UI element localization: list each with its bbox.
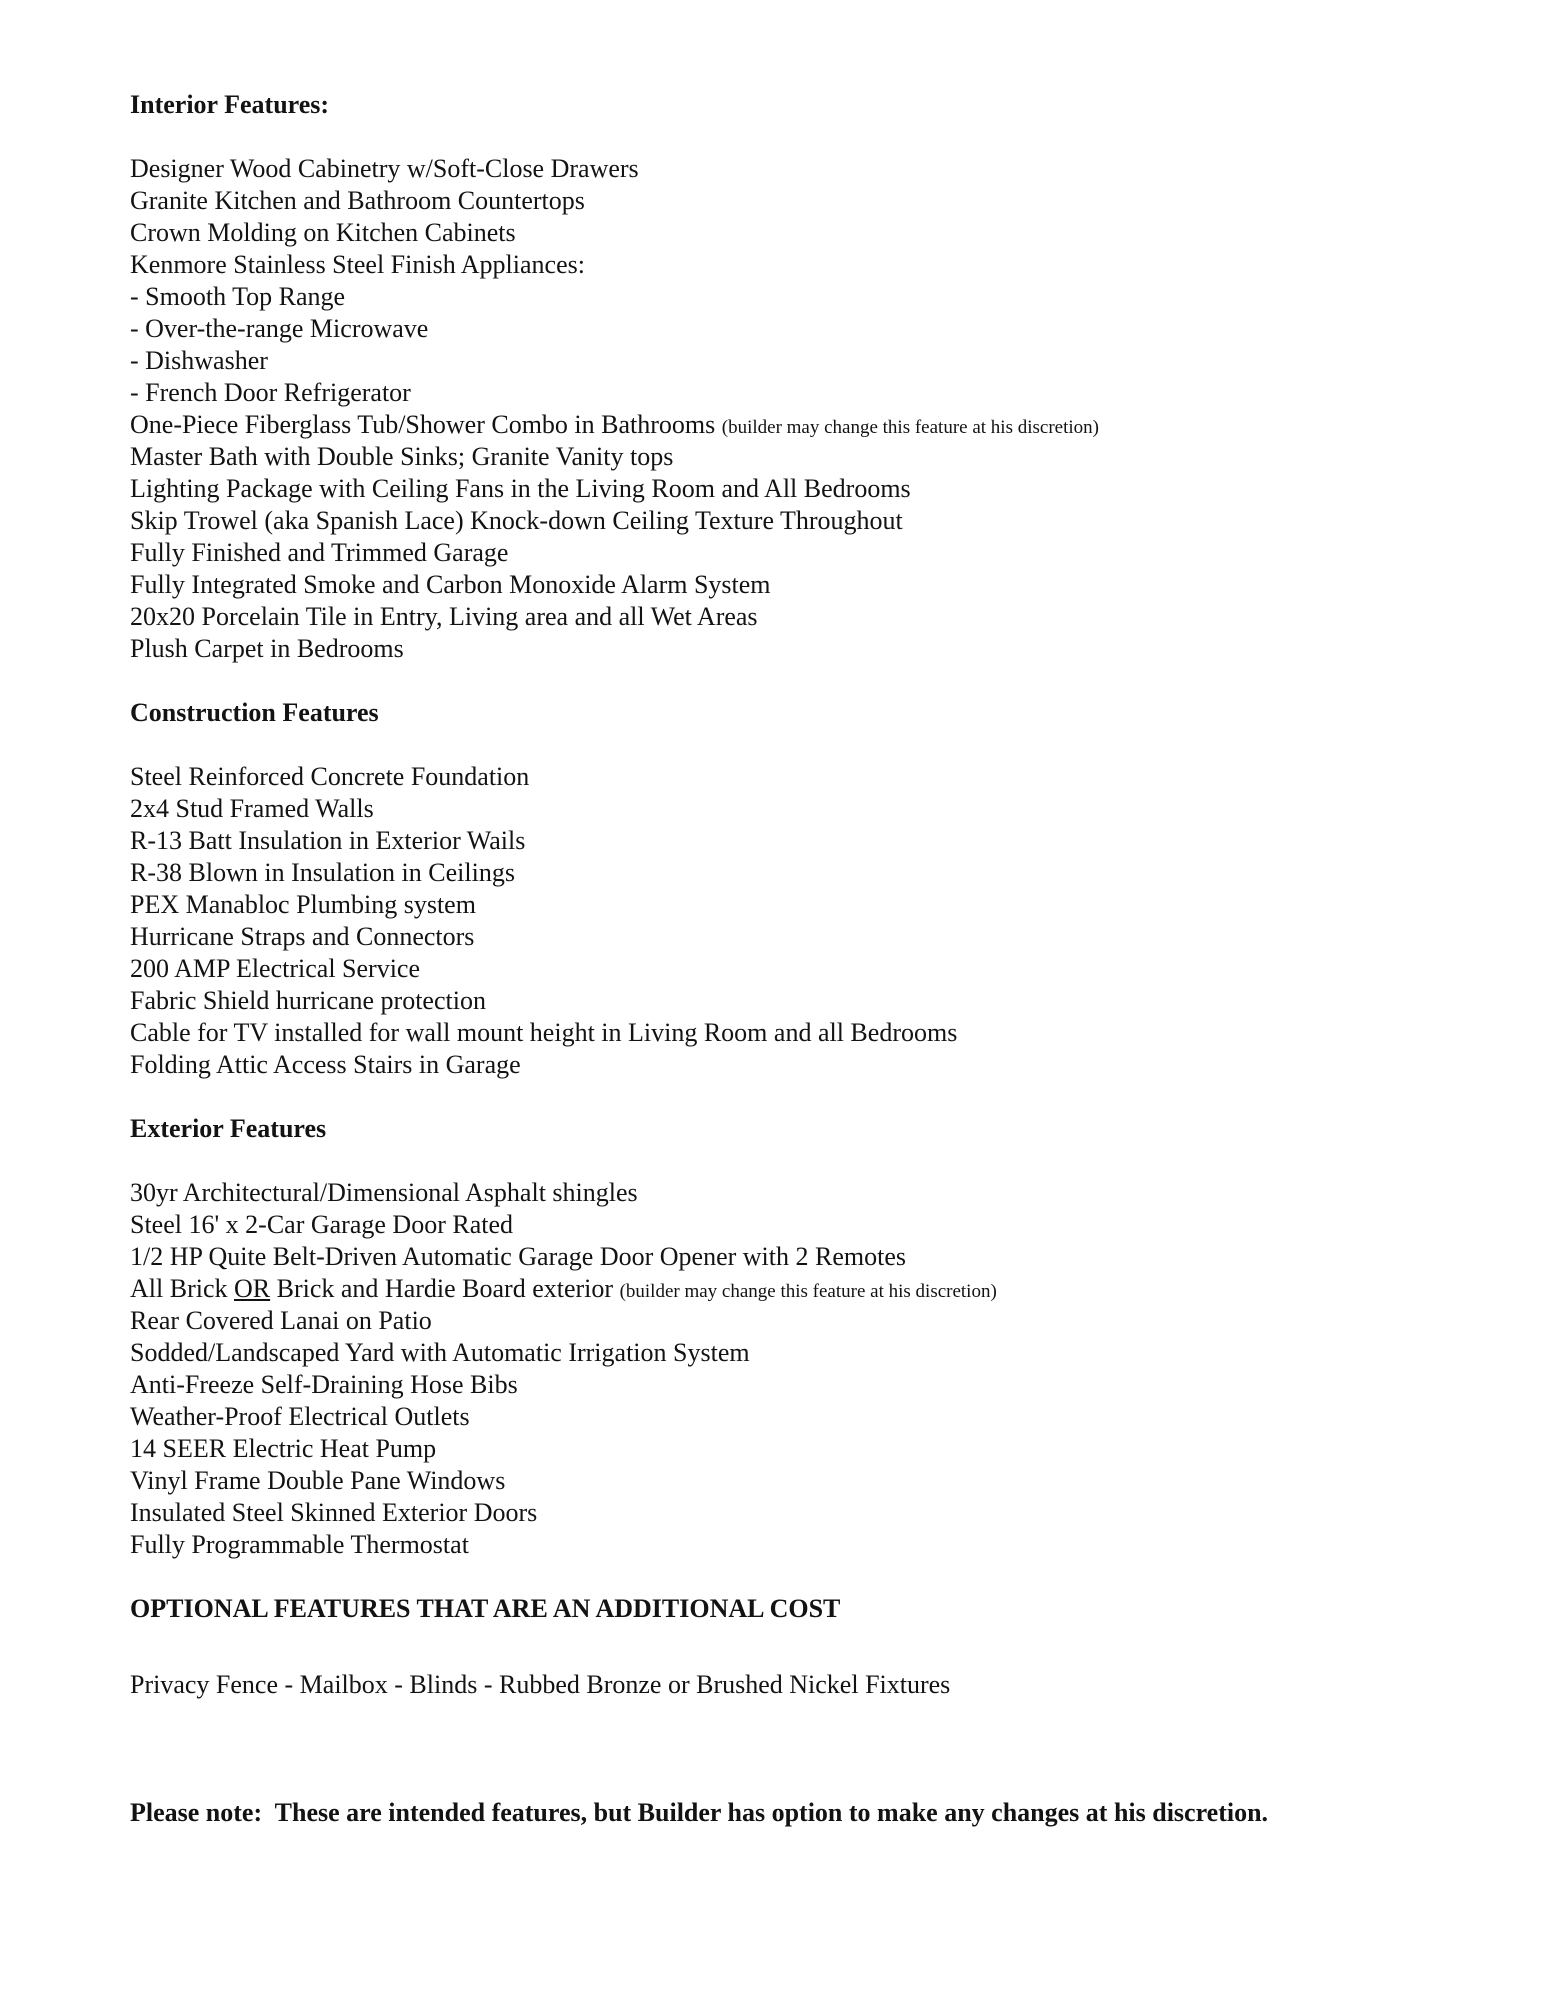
section-heading: Construction Features bbox=[130, 698, 379, 727]
feature-line bbox=[130, 1337, 1475, 1369]
builder-discretion-note: (builder may change this feature at his discretion) bbox=[619, 1281, 997, 1302]
feature-line bbox=[130, 761, 1475, 793]
feature-text: Weather-Proof Electrical Outlets bbox=[130, 1402, 470, 1431]
feature-line bbox=[130, 1177, 1475, 1209]
feature-line bbox=[130, 1369, 1475, 1401]
feature-line bbox=[130, 601, 1475, 633]
feature-line bbox=[130, 281, 1475, 313]
feature-text: Brick and Hardie Board exterior bbox=[270, 1274, 620, 1303]
optional-features-line: Privacy Fence - Mailbox - Blinds - Rubbed Bronze or Brushed Nickel Fixtures bbox=[130, 1670, 951, 1699]
feature-text: Fully Programmable Thermostat bbox=[130, 1530, 469, 1559]
feature-line bbox=[130, 857, 1475, 889]
feature-text: Designer Wood Cabinetry w/Soft-Close Drawers bbox=[130, 154, 639, 183]
feature-line bbox=[130, 1497, 1475, 1529]
feature-line bbox=[130, 1241, 1475, 1273]
feature-text: All Brick bbox=[130, 1274, 234, 1303]
feature-line bbox=[130, 1401, 1475, 1433]
feature-text: R-13 Batt Insulation in Exterior Wails bbox=[130, 826, 526, 855]
feature-line bbox=[130, 537, 1475, 569]
feature-text: Fabric Shield hurricane protection bbox=[130, 986, 486, 1015]
feature-text: - Over-the-range Microwave bbox=[130, 314, 429, 343]
feature-text: Hurricane Straps and Connectors bbox=[130, 922, 475, 951]
feature-line bbox=[130, 473, 1475, 505]
section-heading: Exterior Features bbox=[130, 1114, 327, 1143]
feature-text: Fully Integrated Smoke and Carbon Monoxide Alarm System bbox=[130, 570, 771, 599]
footer-note: Please note: These are intended features, but Builder has option to make any changes at his discretion. bbox=[130, 1798, 1269, 1827]
feature-text: Anti-Freeze Self-Draining Hose Bibs bbox=[130, 1370, 518, 1399]
feature-text: - Smooth Top Range bbox=[130, 282, 346, 311]
feature-text: 30yr Architectural/Dimensional Asphalt shingles bbox=[130, 1178, 638, 1207]
section-heading: Interior Features: bbox=[130, 90, 330, 119]
section-items bbox=[130, 761, 1475, 1081]
optional-features-heading: OPTIONAL FEATURES THAT ARE AN ADDITIONAL COST bbox=[130, 1594, 841, 1623]
feature-line bbox=[130, 921, 1475, 953]
underlined-word: OR bbox=[234, 1274, 271, 1303]
feature-line bbox=[130, 377, 1475, 409]
feature-text: Plush Carpet in Bedrooms bbox=[130, 634, 404, 663]
feature-line bbox=[130, 633, 1475, 665]
feature-text: Skip Trowel (aka Spanish Lace) Knock-down Ceiling Texture Throughout bbox=[130, 506, 903, 535]
feature-line bbox=[130, 409, 1475, 441]
feature-line bbox=[130, 953, 1475, 985]
feature-text: Lighting Package with Ceiling Fans in the Living Room and All Bedrooms bbox=[130, 474, 911, 503]
feature-line bbox=[130, 313, 1475, 345]
feature-text: Granite Kitchen and Bathroom Countertops bbox=[130, 186, 585, 215]
feature-text: Vinyl Frame Double Pane Windows bbox=[130, 1466, 506, 1495]
feature-line bbox=[130, 153, 1475, 185]
feature-text: 14 SEER Electric Heat Pump bbox=[130, 1434, 437, 1463]
feature-line bbox=[130, 185, 1475, 217]
feature-line bbox=[130, 217, 1475, 249]
feature-text: 20x20 Porcelain Tile in Entry, Living area and all Wet Areas bbox=[130, 602, 758, 631]
section-items bbox=[130, 153, 1475, 665]
feature-line bbox=[130, 345, 1475, 377]
feature-line bbox=[130, 1305, 1475, 1337]
feature-text: Cable for TV installed for wall mount height in Living Room and all Bedrooms bbox=[130, 1018, 958, 1047]
feature-text: PEX Manabloc Plumbing system bbox=[130, 890, 476, 919]
feature-line bbox=[130, 1209, 1475, 1241]
feature-line bbox=[130, 1273, 1475, 1305]
feature-text: Master Bath with Double Sinks; Granite Vanity tops bbox=[130, 442, 674, 471]
feature-text: - Dishwasher bbox=[130, 346, 268, 375]
feature-text: Kenmore Stainless Steel Finish Appliances: bbox=[130, 250, 585, 279]
feature-line bbox=[130, 1529, 1475, 1561]
feature-text: 2x4 Stud Framed Walls bbox=[130, 794, 374, 823]
feature-text: One-Piece Fiberglass Tub/Shower Combo in Bathrooms bbox=[130, 410, 722, 439]
feature-line bbox=[130, 569, 1475, 601]
feature-text: Folding Attic Access Stairs in Garage bbox=[130, 1050, 521, 1079]
feature-text: 1/2 HP Quite Belt-Driven Automatic Garage Door Opener with 2 Remotes bbox=[130, 1242, 906, 1271]
feature-line bbox=[130, 1465, 1475, 1497]
feature-line bbox=[130, 441, 1475, 473]
feature-text: Steel Reinforced Concrete Foundation bbox=[130, 762, 530, 791]
builder-discretion-note: (builder may change this feature at his discretion) bbox=[721, 417, 1099, 438]
feature-text: Steel 16' x 2-Car Garage Door Rated bbox=[130, 1210, 514, 1239]
feature-text: - French Door Refrigerator bbox=[130, 378, 411, 407]
feature-text: Crown Molding on Kitchen Cabinets bbox=[130, 218, 516, 247]
feature-text: Sodded/Landscaped Yard with Automatic Irrigation System bbox=[130, 1338, 750, 1367]
feature-line bbox=[130, 1017, 1475, 1049]
feature-line bbox=[130, 825, 1475, 857]
feature-text: 200 AMP Electrical Service bbox=[130, 954, 421, 983]
feature-line bbox=[130, 1433, 1475, 1465]
feature-line bbox=[130, 985, 1475, 1017]
feature-line bbox=[130, 249, 1475, 281]
feature-line bbox=[130, 1049, 1475, 1081]
feature-line bbox=[130, 793, 1475, 825]
feature-text: Insulated Steel Skinned Exterior Doors bbox=[130, 1498, 538, 1527]
feature-line bbox=[130, 505, 1475, 537]
feature-sections bbox=[130, 89, 1475, 1561]
feature-text: R-38 Blown in Insulation in Ceilings bbox=[130, 858, 515, 887]
section-items bbox=[130, 1177, 1475, 1561]
feature-text: Rear Covered Lanai on Patio bbox=[130, 1306, 432, 1335]
feature-text: Fully Finished and Trimmed Garage bbox=[130, 538, 509, 567]
feature-line bbox=[130, 889, 1475, 921]
